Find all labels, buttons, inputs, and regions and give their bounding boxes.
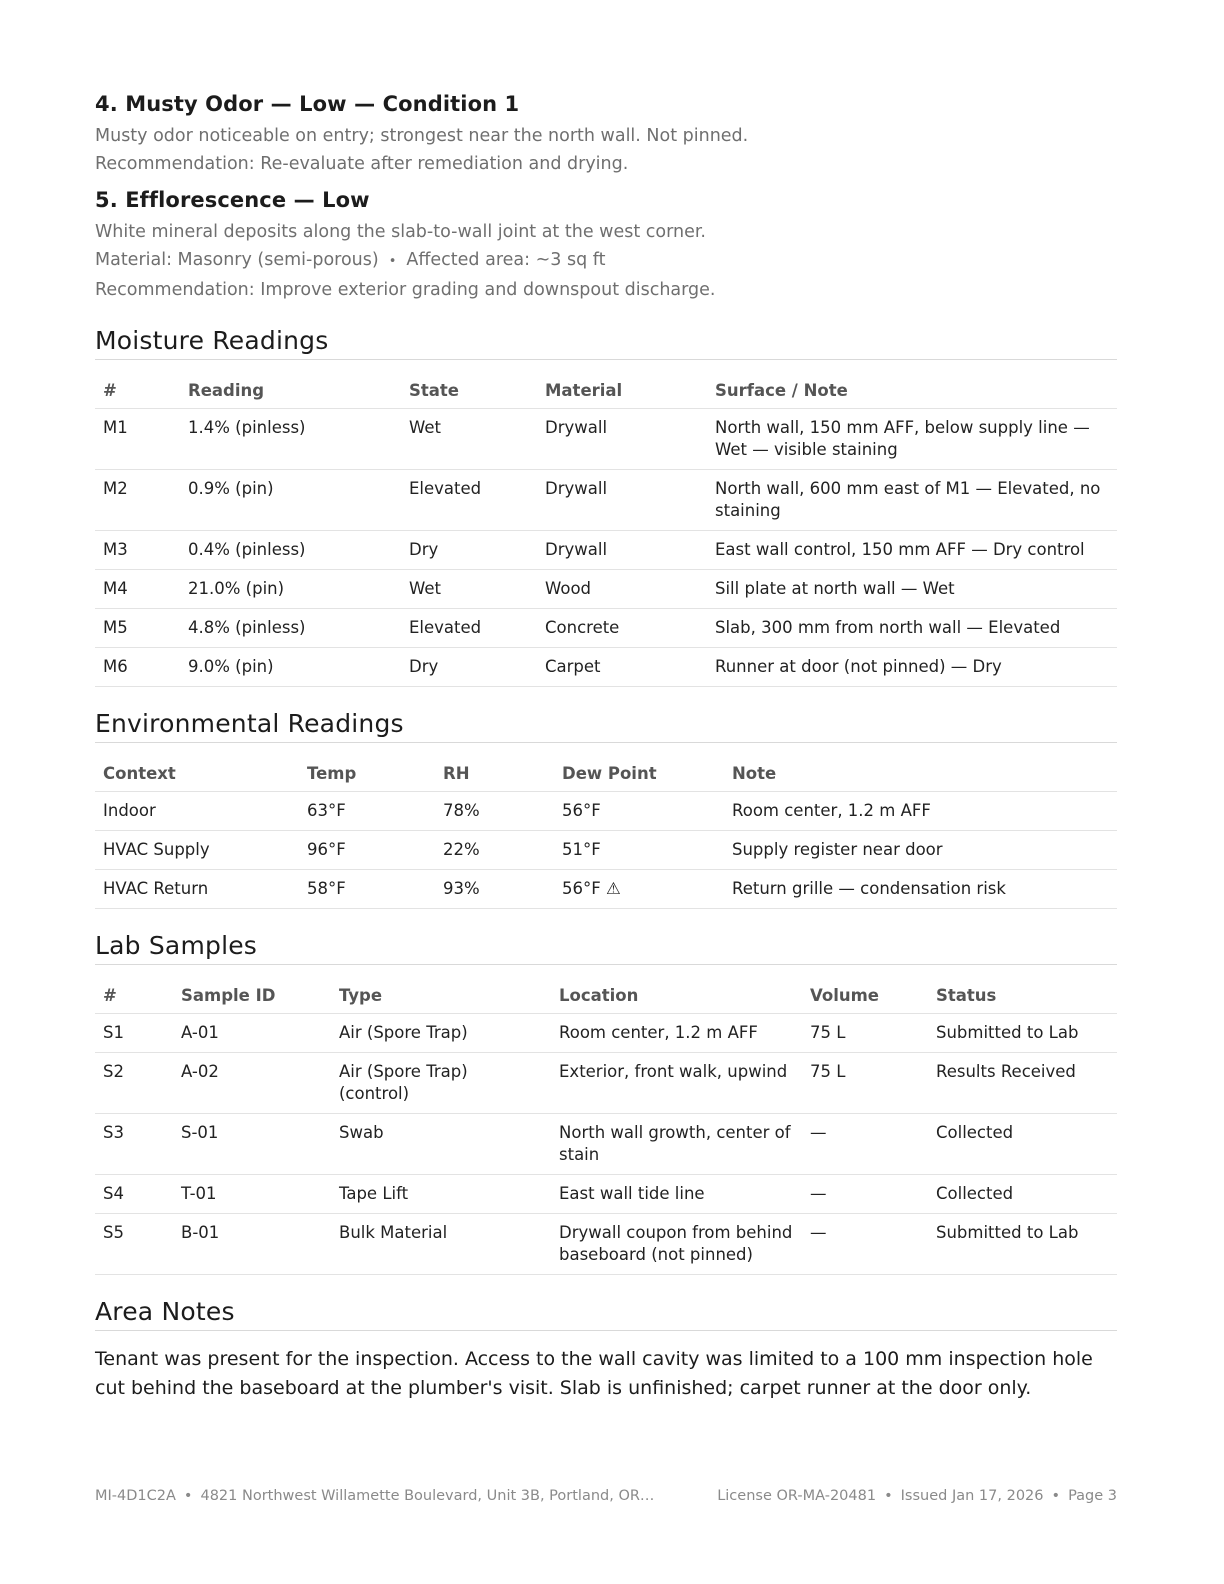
table-cell: Air (Spore Trap) [331, 1014, 551, 1053]
table-row [95, 1053, 1117, 1114]
table-cell: Room center, 1.2 m AFF [551, 1014, 802, 1053]
table-cell: 78% [435, 792, 554, 831]
table-row [95, 1014, 1117, 1053]
table-header-row [95, 757, 1117, 792]
table-cell: A-02 [173, 1053, 331, 1114]
environmental-readings-table [95, 757, 1117, 909]
table-cell: 75 L [802, 1053, 928, 1114]
table-cell: 21.0% (pin) [180, 570, 401, 609]
table-cell: M6 [95, 648, 180, 687]
table-cell: M3 [95, 531, 180, 570]
property-address: 4821 Northwest Willamette Boulevard, Unit 3B, Portland, OR… [200, 1488, 655, 1504]
table-cell: 96°F [299, 831, 435, 870]
table-cell: — [802, 1114, 928, 1175]
table-row [95, 1214, 1117, 1275]
finding-title: 4. Musty Odor — Low — Condition 1 [95, 92, 520, 116]
table-cell: S2 [95, 1053, 173, 1114]
column-header: Location [551, 979, 802, 1014]
table-cell: 4.8% (pinless) [180, 609, 401, 648]
table-cell: East wall control, 150 mm AFF — Dry control [707, 531, 1117, 570]
finding-recommendation: Recommendation: Improve exterior grading and downspout discharge. [95, 280, 716, 300]
table-cell: Exterior, front walk, upwind [551, 1053, 802, 1114]
table-cell: 22% [435, 831, 554, 870]
table-cell: Indoor [95, 792, 299, 831]
column-header: # [95, 979, 173, 1014]
table-cell: Sill plate at north wall — Wet [707, 570, 1117, 609]
finding-title: 5. Efflorescence — Low [95, 188, 370, 212]
table-cell: Wet [401, 570, 537, 609]
table-cell: S4 [95, 1175, 173, 1214]
table-cell: Collected [928, 1114, 1117, 1175]
table-row [95, 409, 1117, 470]
report-page [95, 92, 1117, 1403]
column-header: Type [331, 979, 551, 1014]
table-cell: 1.4% (pinless) [180, 409, 401, 470]
page-number: Page 3 [1068, 1488, 1117, 1504]
moisture-readings-section [95, 326, 1117, 687]
table-header-row [95, 979, 1117, 1014]
footer-right [717, 1488, 1117, 1504]
table-cell: B-01 [173, 1214, 331, 1275]
table-header-row [95, 374, 1117, 409]
area-notes-text: Tenant was present for the inspection. Access to the wall cavity was limited to a 100 mm inspection hole cut behind the baseboard at the plumber's visit. Slab is unfinished; carpet runner at the door only. [95, 1348, 1093, 1399]
environmental-readings-section [95, 709, 1117, 909]
column-header: State [401, 374, 537, 409]
column-header: RH [435, 757, 554, 792]
section-title: Area Notes [95, 1297, 1117, 1331]
table-cell: Drywall coupon from behind baseboard (not pinned) [551, 1214, 802, 1275]
table-cell: Swab [331, 1114, 551, 1175]
table-row [95, 1175, 1117, 1214]
column-header: Status [928, 979, 1117, 1014]
section-title: Environmental Readings [95, 709, 1117, 743]
column-header: Surface / Note [707, 374, 1117, 409]
table-row [95, 831, 1117, 870]
table-row [95, 1114, 1117, 1175]
finding-area: Affected area: ~3 sq ft [406, 250, 606, 270]
table-cell: S1 [95, 1014, 173, 1053]
table-cell: 56°F [554, 792, 724, 831]
table-cell: Wood [537, 570, 707, 609]
table-row [95, 609, 1117, 648]
footer-left [95, 1488, 654, 1504]
table-cell: Room center, 1.2 m AFF [724, 792, 1117, 831]
table-cell: Dry [401, 531, 537, 570]
column-header: Dew Point [554, 757, 724, 792]
section-title: Lab Samples [95, 931, 1117, 965]
table-cell: Submitted to Lab [928, 1214, 1117, 1275]
area-notes-section [95, 1297, 1117, 1403]
table-cell: Collected [928, 1175, 1117, 1214]
table-cell: Wet [401, 409, 537, 470]
table-cell: Bulk Material [331, 1214, 551, 1275]
table-cell: Runner at door (not pinned) — Dry [707, 648, 1117, 687]
table-cell: 93% [435, 870, 554, 909]
separator: • [183, 1488, 193, 1504]
table-cell: East wall tide line [551, 1175, 802, 1214]
table-cell: — [802, 1214, 928, 1275]
table-cell: M4 [95, 570, 180, 609]
table-cell: M5 [95, 609, 180, 648]
separator: • [388, 254, 397, 269]
finding-description: Musty odor noticeable on entry; strongest near the north wall. Not pinned. [95, 126, 749, 146]
table-cell: 51°F [554, 831, 724, 870]
table-cell: HVAC Supply [95, 831, 299, 870]
finding-efflorescence [95, 188, 1117, 304]
column-header: Sample ID [173, 979, 331, 1014]
column-header: Reading [180, 374, 401, 409]
finding-description: White mineral deposits along the slab-to-wall joint at the west corner. [95, 222, 706, 242]
table-row [95, 470, 1117, 531]
table-cell: Dry [401, 648, 537, 687]
separator: • [884, 1488, 893, 1504]
table-row [95, 531, 1117, 570]
finding-material-line [95, 246, 1117, 276]
table-cell: Slab, 300 mm from north wall — Elevated [707, 609, 1117, 648]
moisture-readings-table [95, 374, 1117, 687]
license-number: License OR-MA-20481 [717, 1488, 877, 1504]
table-cell: 63°F [299, 792, 435, 831]
finding-recommendation: Recommendation: Re-evaluate after remediation and drying. [95, 154, 629, 174]
table-cell: Results Received [928, 1053, 1117, 1114]
table-cell: North wall, 150 mm AFF, below supply line — Wet — visible staining [707, 409, 1117, 470]
table-cell: Elevated [401, 470, 537, 531]
table-cell: Carpet [537, 648, 707, 687]
table-cell: T-01 [173, 1175, 331, 1214]
section-title: Moisture Readings [95, 326, 1117, 360]
lab-samples-section [95, 931, 1117, 1275]
table-cell: Tape Lift [331, 1175, 551, 1214]
table-cell: Submitted to Lab [928, 1014, 1117, 1053]
separator: • [1051, 1488, 1061, 1504]
column-header: Note [724, 757, 1117, 792]
issue-date: Issued Jan 17, 2026 [900, 1488, 1044, 1504]
table-cell: 0.9% (pin) [180, 470, 401, 531]
table-cell: Elevated [401, 609, 537, 648]
column-header: # [95, 374, 180, 409]
table-row [95, 648, 1117, 687]
table-cell: A-01 [173, 1014, 331, 1053]
table-cell: 9.0% (pin) [180, 648, 401, 687]
lab-samples-table [95, 979, 1117, 1275]
table-cell: S-01 [173, 1114, 331, 1175]
table-cell: — [802, 1175, 928, 1214]
table-cell: S3 [95, 1114, 173, 1175]
table-cell: Drywall [537, 409, 707, 470]
table-cell: Air (Spore Trap) (control) [331, 1053, 551, 1114]
table-cell: S5 [95, 1214, 173, 1275]
table-cell: 75 L [802, 1014, 928, 1053]
table-cell: M2 [95, 470, 180, 531]
table-cell: HVAC Return [95, 870, 299, 909]
table-row [95, 792, 1117, 831]
dew-point-warning-cell: 56°F ⚠ [554, 870, 724, 909]
table-cell: Drywall [537, 531, 707, 570]
table-cell: Concrete [537, 609, 707, 648]
table-cell: 0.4% (pinless) [180, 531, 401, 570]
column-header: Volume [802, 979, 928, 1014]
table-cell: M1 [95, 409, 180, 470]
column-header: Temp [299, 757, 435, 792]
table-cell: Drywall [537, 470, 707, 531]
report-id: MI-4D1C2A [95, 1488, 176, 1504]
finding-musty-odor [95, 92, 1117, 178]
column-header: Context [95, 757, 299, 792]
table-cell: North wall growth, center of stain [551, 1114, 802, 1175]
table-row [95, 870, 1117, 909]
table-row [95, 570, 1117, 609]
table-cell: 58°F [299, 870, 435, 909]
table-cell: Return grille — condensation risk [724, 870, 1117, 909]
table-cell: Supply register near door [724, 831, 1117, 870]
table-cell: North wall, 600 mm east of M1 — Elevated, no staining [707, 470, 1117, 531]
column-header: Material [537, 374, 707, 409]
finding-material: Material: Masonry (semi-porous) [95, 250, 379, 270]
